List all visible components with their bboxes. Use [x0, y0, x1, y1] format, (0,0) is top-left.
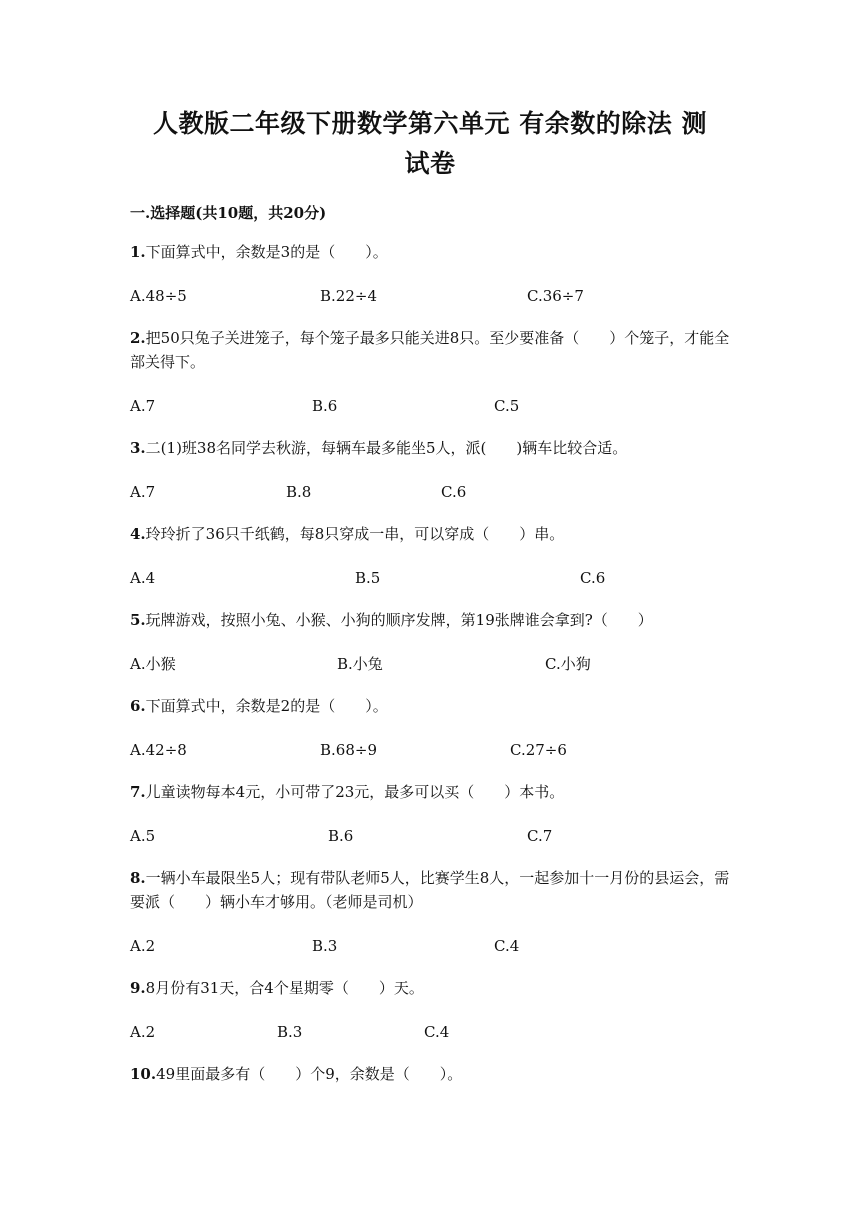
option-c[interactable]: C.27÷6	[510, 741, 567, 759]
option-c[interactable]: C.6	[441, 483, 467, 501]
question-text: 玩牌游戏，按照小兔、小猴、小狗的顺序发牌，第19张牌谁会拿到?（ ）	[145, 611, 653, 629]
question-1	[130, 240, 730, 308]
question-text: 玲玲折了36只千纸鹤，每8只穿成一串，可以穿成（ ）串。	[145, 525, 565, 543]
question-8	[130, 866, 730, 958]
option-b[interactable]: B.3	[312, 937, 338, 955]
question-text: 二(1)班38名同学去秋游，每辆车最多能坐5人，派( )辆车比较合适。	[145, 439, 628, 457]
question-number: 8.	[130, 869, 146, 887]
question-stem	[130, 694, 730, 718]
question-number: 7.	[130, 783, 146, 801]
option-a[interactable]: A.5	[130, 827, 156, 845]
options-row	[130, 566, 730, 590]
question-10	[130, 1062, 730, 1086]
option-a[interactable]: A.2	[130, 937, 156, 955]
question-stem	[130, 522, 730, 546]
question-9	[130, 976, 730, 1044]
question-text: 一辆小车最限坐5人；现有带队老师5人，比赛学生8人，一起参加十一月份的县运会，需要派（ ）辆小车才够用。（老师是司机）	[130, 869, 730, 911]
option-b[interactable]: B.6	[312, 397, 338, 415]
option-a[interactable]: A.小猴	[130, 655, 176, 673]
options-row	[130, 738, 730, 762]
question-stem	[130, 780, 730, 804]
question-stem	[130, 608, 730, 632]
question-text: 8月份有31天，合4个星期零（ ）天。	[145, 979, 424, 997]
title-line-1: 人教版二年级下册数学第六单元 有余数的除法 测	[153, 109, 707, 138]
options-row	[130, 1020, 730, 1044]
option-b[interactable]: B.22÷4	[320, 287, 377, 305]
question-text: 49里面最多有（ ）个9，余数是（ ）。	[156, 1065, 463, 1083]
question-4	[130, 522, 730, 590]
option-c[interactable]: C.6	[580, 569, 606, 587]
option-a[interactable]: A.7	[130, 483, 156, 501]
question-number: 5.	[130, 611, 146, 629]
question-text: 下面算式中，余数是3的是（ ）。	[145, 243, 388, 261]
options-row	[130, 480, 730, 504]
option-c[interactable]: C.5	[494, 397, 520, 415]
question-number: 10.	[130, 1065, 157, 1083]
question-3	[130, 436, 730, 504]
question-2	[130, 326, 730, 418]
exam-title	[130, 104, 730, 184]
question-6	[130, 694, 730, 762]
question-number: 9.	[130, 979, 146, 997]
options-row	[130, 652, 730, 676]
option-a[interactable]: A.2	[130, 1023, 156, 1041]
option-c[interactable]: C.4	[494, 937, 520, 955]
option-b[interactable]: B.5	[355, 569, 381, 587]
question-stem	[130, 326, 730, 374]
question-stem	[130, 1062, 730, 1086]
option-a[interactable]: A.7	[130, 397, 156, 415]
options-row	[130, 394, 730, 418]
question-stem	[130, 436, 730, 460]
option-c[interactable]: C.7	[527, 827, 553, 845]
option-a[interactable]: A.48÷5	[130, 287, 187, 305]
section-heading: 一.选择题(共10题，共20分)	[130, 204, 327, 222]
question-number: 6.	[130, 697, 146, 715]
option-c[interactable]: C.小狗	[545, 655, 591, 673]
option-a[interactable]: A.4	[130, 569, 156, 587]
question-number: 3.	[130, 439, 146, 457]
question-text: 儿童读物每本4元，小可带了23元，最多可以买（ ）本书。	[145, 783, 565, 801]
options-row	[130, 284, 730, 308]
option-c[interactable]: C.36÷7	[527, 287, 584, 305]
option-a[interactable]: A.42÷8	[130, 741, 187, 759]
option-b[interactable]: B.小兔	[337, 655, 383, 673]
question-number: 1.	[130, 243, 146, 261]
option-c[interactable]: C.4	[424, 1023, 450, 1041]
question-text: 把50只兔子关进笼子，每个笼子最多只能关进8只。至少要准备（ ）个笼子，才能全部关得下。	[130, 329, 730, 371]
option-b[interactable]: B.8	[286, 483, 312, 501]
question-stem	[130, 866, 730, 914]
options-row	[130, 934, 730, 958]
option-b[interactable]: B.3	[277, 1023, 303, 1041]
option-b[interactable]: B.6	[328, 827, 354, 845]
question-7	[130, 780, 730, 848]
title-line-2: 试卷	[404, 149, 456, 178]
question-stem	[130, 976, 730, 1000]
option-b[interactable]: B.68÷9	[320, 741, 377, 759]
question-5	[130, 608, 730, 676]
question-text: 下面算式中，余数是2的是（ ）。	[145, 697, 388, 715]
question-stem	[130, 240, 730, 264]
options-row	[130, 824, 730, 848]
question-number: 2.	[130, 329, 146, 347]
question-number: 4.	[130, 525, 146, 543]
